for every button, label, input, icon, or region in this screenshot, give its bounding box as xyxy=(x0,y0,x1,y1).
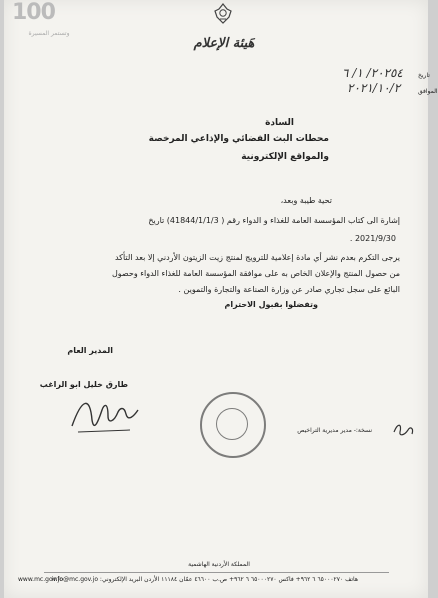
date-label: الموافق xyxy=(418,88,438,95)
signatory-name: طارق خليل ابو الراغب xyxy=(39,380,128,389)
copy-to: نسخة:- مدير مديرية التراخيص xyxy=(297,427,372,434)
body-line-2: من حصول المنتج والإعلان الخاص به على موافقة المؤسسة العامة للغذاء الدواء وحصول xyxy=(111,269,400,278)
signature-icon xyxy=(68,392,140,438)
official-seal-icon xyxy=(200,392,266,458)
reference-date: ٢٠٢١/١٠/٢ xyxy=(347,81,401,95)
reference-label: تاريخ xyxy=(418,72,430,79)
initials-icon xyxy=(390,418,418,440)
centennial-mark: 100 xyxy=(12,0,55,25)
footer-website: www.mc.gov.jo xyxy=(18,576,63,583)
signatory-title: المدير العام xyxy=(67,346,113,355)
letter-page xyxy=(4,0,438,598)
footer-country: المملكة الأردنية الهاشمية xyxy=(188,561,250,568)
addressee-line-1: محطات البث الفضائي والإذاعي المرخصة xyxy=(148,134,329,144)
agency-name: هَيئة الإعلام xyxy=(193,36,255,51)
reference-line: إشارة الى كتاب المؤسسة العامة للغذاء و الدواء رقم ( 41844/1/1/3) تاريخ xyxy=(148,216,400,225)
closing: وتفضلوا بقبول الاحترام xyxy=(224,300,318,309)
centennial-logo xyxy=(12,0,74,28)
reference-date-line: 2021/9/30 . xyxy=(349,234,396,243)
greeting: تحية طيبة وبعد، xyxy=(280,196,332,205)
addressee-line-2: والمواقع الإلكترونية xyxy=(241,152,329,162)
reference-number: ٢٠٢٥٤/ ١/ ٦ xyxy=(342,66,403,80)
jordan-emblem-icon xyxy=(211,2,235,26)
salutation-title: السادة xyxy=(265,118,294,128)
footer-divider xyxy=(44,572,389,573)
footer-contact: هاتف ٦٥٠٠٠٢٧٠ ٦ ٩٦٢+ فاكس ٦٥٠٠٠٢٧٠ ٦ ٩٦٢+ ص.ب ٤٦٦٠٠ عمّان ١١١٨٤ الأردن البريد الإلكتروني: info@mc.gov.jo xyxy=(51,576,358,583)
centennial-tagline: وتستمر المسيرة xyxy=(28,30,70,37)
body-line-3: البائع على سجل تجاري صادر عن وزارة الصناعة والتجارة والتموين . xyxy=(178,285,400,294)
body-line-1: يرجى التكرم بعدم نشر أي مادة إعلامية للترويج لمنتج زيت الزيتون الأردني إلا بعد التأكد xyxy=(114,253,400,262)
